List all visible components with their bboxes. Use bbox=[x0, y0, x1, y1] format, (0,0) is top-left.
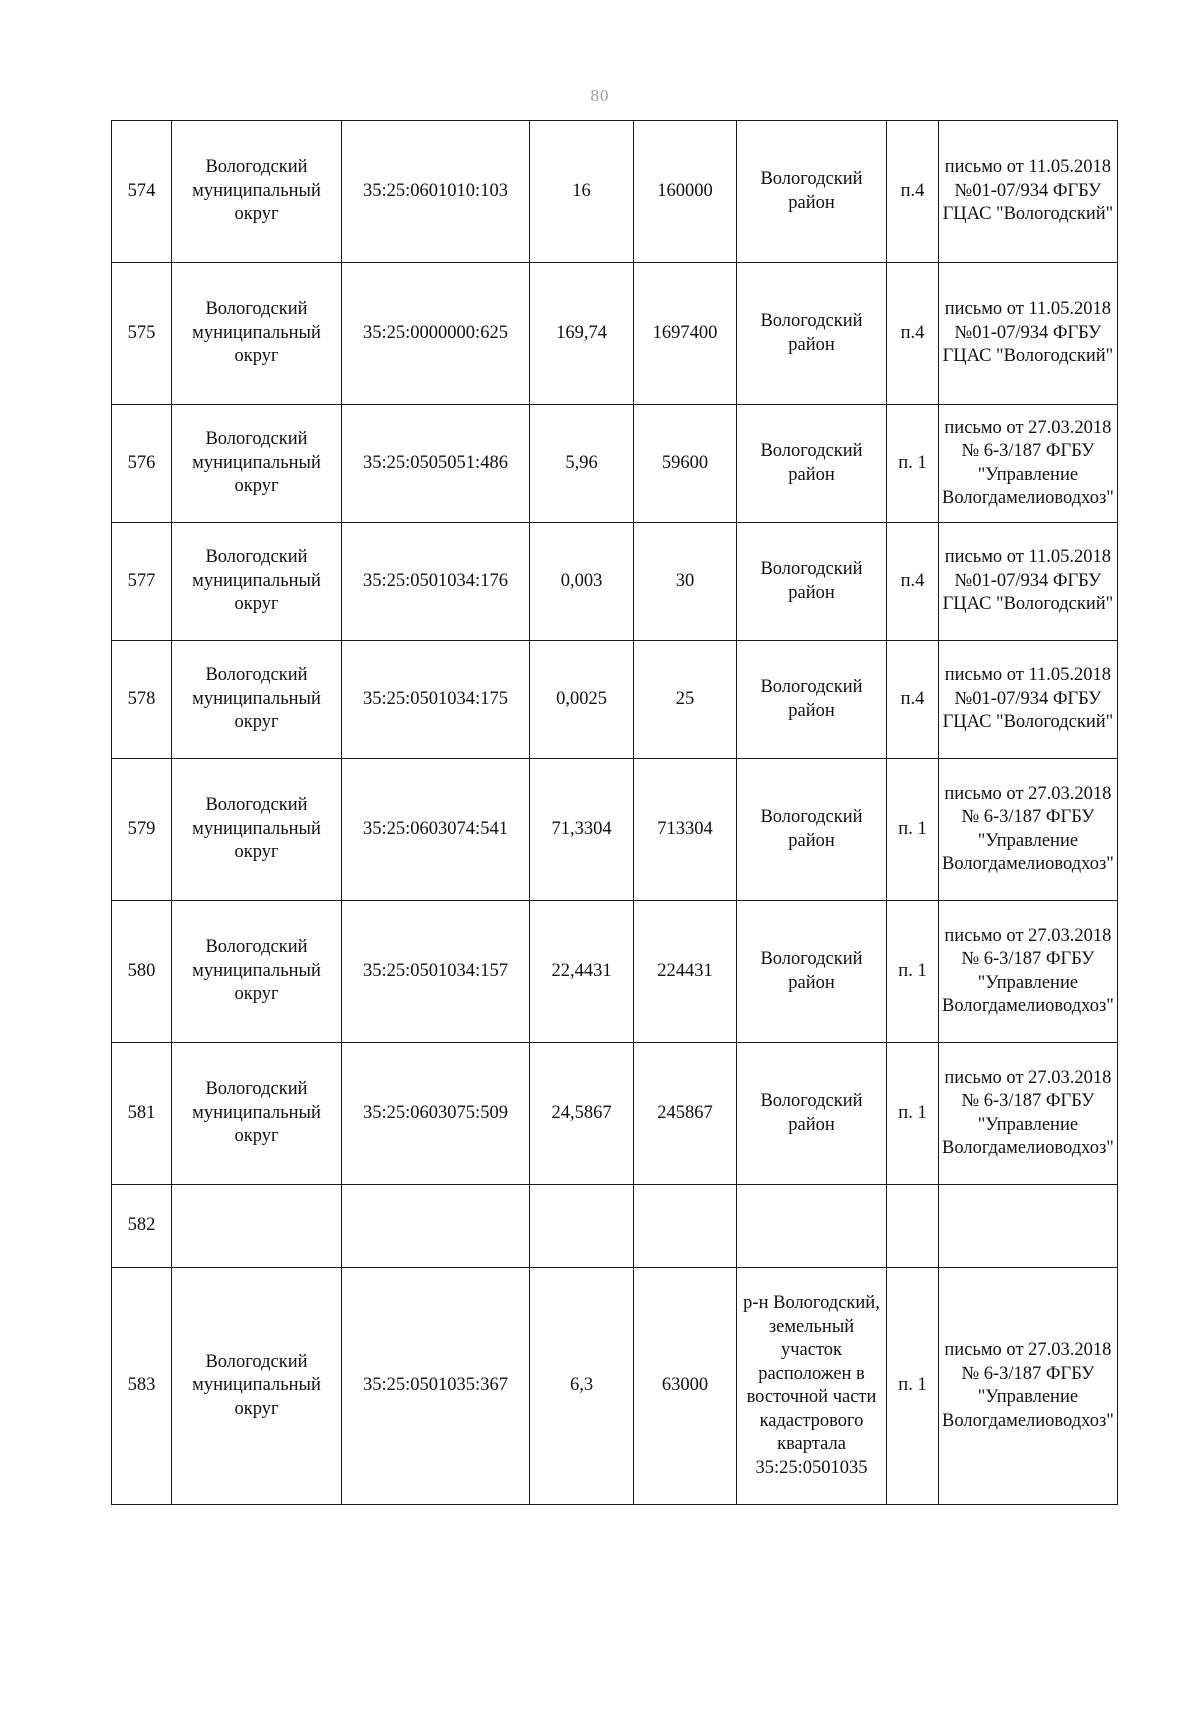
cadastral-number-cell bbox=[342, 1185, 530, 1268]
area-m2-cell: 25 bbox=[634, 641, 737, 759]
owner-cell: Вологодский муниципальный округ bbox=[172, 759, 342, 901]
area-ha-cell: 0,003 bbox=[530, 523, 634, 641]
basis-cell: письмо от 11.05.2018 №01-07/934 ФГБУ ГЦАС "Вологодский" bbox=[939, 523, 1118, 641]
owner-cell: Вологодский муниципальный округ bbox=[172, 1043, 342, 1185]
area-ha-cell: 24,5867 bbox=[530, 1043, 634, 1185]
row-number: 576 bbox=[112, 405, 172, 523]
owner-cell: Вологодский муниципальный округ bbox=[172, 405, 342, 523]
area-m2-cell: 63000 bbox=[634, 1268, 737, 1505]
area-m2-cell bbox=[634, 1185, 737, 1268]
table-row bbox=[112, 1185, 1118, 1268]
row-number: 574 bbox=[112, 121, 172, 263]
area-m2-cell: 713304 bbox=[634, 759, 737, 901]
clause-cell: п. 1 bbox=[887, 1268, 939, 1505]
owner-cell: Вологодский муниципальный округ bbox=[172, 523, 342, 641]
area-ha-cell: 6,3 bbox=[530, 1268, 634, 1505]
area-m2-cell: 224431 bbox=[634, 901, 737, 1043]
table-row bbox=[112, 263, 1118, 405]
row-number: 580 bbox=[112, 901, 172, 1043]
cadastral-number-cell: 35:25:0505051:486 bbox=[342, 405, 530, 523]
table-row bbox=[112, 523, 1118, 641]
owner-cell: Вологодский муниципальный округ bbox=[172, 641, 342, 759]
area-m2-cell: 59600 bbox=[634, 405, 737, 523]
clause-cell: п.4 bbox=[887, 641, 939, 759]
basis-cell: письмо от 11.05.2018 №01-07/934 ФГБУ ГЦАС "Вологодский" bbox=[939, 121, 1118, 263]
basis-cell: письмо от 27.03.2018 № 6-3/187 ФГБУ "Управление Вологдамелиоводхоз" bbox=[939, 405, 1118, 523]
clause-cell: п.4 bbox=[887, 263, 939, 405]
area-ha-cell: 169,74 bbox=[530, 263, 634, 405]
basis-cell: письмо от 27.03.2018 № 6-3/187 ФГБУ "Управление Вологдамелиоводхоз" bbox=[939, 1043, 1118, 1185]
cadastral-number-cell: 35:25:0501034:157 bbox=[342, 901, 530, 1043]
clause-cell: п. 1 bbox=[887, 759, 939, 901]
table-row bbox=[112, 641, 1118, 759]
location-cell: р-н Вологодский, земельный участок расположен в восточной части кадастрового квартала 35:25:0501035 bbox=[737, 1268, 887, 1505]
clause-cell: п. 1 bbox=[887, 405, 939, 523]
basis-cell: письмо от 11.05.2018 №01-07/934 ФГБУ ГЦАС "Вологодский" bbox=[939, 641, 1118, 759]
basis-cell: письмо от 27.03.2018 № 6-3/187 ФГБУ "Управление Вологдамелиоводхоз" bbox=[939, 901, 1118, 1043]
cadastral-number-cell: 35:25:0501034:175 bbox=[342, 641, 530, 759]
area-m2-cell: 1697400 bbox=[634, 263, 737, 405]
table-row bbox=[112, 121, 1118, 263]
cadastral-number-cell: 35:25:0000000:625 bbox=[342, 263, 530, 405]
clause-cell: п.4 bbox=[887, 523, 939, 641]
row-number: 575 bbox=[112, 263, 172, 405]
location-cell: Вологодский район bbox=[737, 901, 887, 1043]
basis-cell: письмо от 27.03.2018 № 6-3/187 ФГБУ "Управление Вологдамелиоводхоз" bbox=[939, 759, 1118, 901]
table-row bbox=[112, 901, 1118, 1043]
cadastral-number-cell: 35:25:0603075:509 bbox=[342, 1043, 530, 1185]
location-cell: Вологодский район bbox=[737, 405, 887, 523]
cadastral-number-cell: 35:25:0601010:103 bbox=[342, 121, 530, 263]
cadastral-number-cell: 35:25:0603074:541 bbox=[342, 759, 530, 901]
location-cell: Вологодский район bbox=[737, 759, 887, 901]
row-number: 581 bbox=[112, 1043, 172, 1185]
basis-cell bbox=[939, 1185, 1118, 1268]
basis-cell: письмо от 11.05.2018 №01-07/934 ФГБУ ГЦАС "Вологодский" bbox=[939, 263, 1118, 405]
row-number: 577 bbox=[112, 523, 172, 641]
area-ha-cell: 16 bbox=[530, 121, 634, 263]
table-row bbox=[112, 759, 1118, 901]
land-registry-table bbox=[111, 120, 1118, 1505]
location-cell: Вологодский район bbox=[737, 1043, 887, 1185]
owner-cell: Вологодский муниципальный округ bbox=[172, 1268, 342, 1505]
row-number: 578 bbox=[112, 641, 172, 759]
location-cell bbox=[737, 1185, 887, 1268]
location-cell: Вологодский район bbox=[737, 523, 887, 641]
basis-cell: письмо от 27.03.2018 № 6-3/187 ФГБУ "Управление Вологдамелиоводхоз" bbox=[939, 1268, 1118, 1505]
owner-cell: Вологодский муниципальный округ bbox=[172, 121, 342, 263]
location-cell: Вологодский район bbox=[737, 263, 887, 405]
area-ha-cell: 22,4431 bbox=[530, 901, 634, 1043]
clause-cell: п. 1 bbox=[887, 1043, 939, 1185]
owner-cell: Вологодский муниципальный округ bbox=[172, 263, 342, 405]
area-m2-cell: 160000 bbox=[634, 121, 737, 263]
location-cell: Вологодский район bbox=[737, 121, 887, 263]
clause-cell: п.4 bbox=[887, 121, 939, 263]
owner-cell: Вологодский муниципальный округ bbox=[172, 901, 342, 1043]
table-row bbox=[112, 1268, 1118, 1505]
area-ha-cell bbox=[530, 1185, 634, 1268]
area-ha-cell: 0,0025 bbox=[530, 641, 634, 759]
clause-cell: п. 1 bbox=[887, 901, 939, 1043]
area-m2-cell: 245867 bbox=[634, 1043, 737, 1185]
area-m2-cell: 30 bbox=[634, 523, 737, 641]
owner-cell bbox=[172, 1185, 342, 1268]
clause-cell bbox=[887, 1185, 939, 1268]
page-number: 80 bbox=[590, 86, 610, 105]
table-row bbox=[112, 405, 1118, 523]
row-number: 579 bbox=[112, 759, 172, 901]
table-row bbox=[112, 1043, 1118, 1185]
cadastral-number-cell: 35:25:0501034:176 bbox=[342, 523, 530, 641]
area-ha-cell: 71,3304 bbox=[530, 759, 634, 901]
row-number: 582 bbox=[112, 1185, 172, 1268]
row-number: 583 bbox=[112, 1268, 172, 1505]
cadastral-number-cell: 35:25:0501035:367 bbox=[342, 1268, 530, 1505]
area-ha-cell: 5,96 bbox=[530, 405, 634, 523]
location-cell: Вологодский район bbox=[737, 641, 887, 759]
